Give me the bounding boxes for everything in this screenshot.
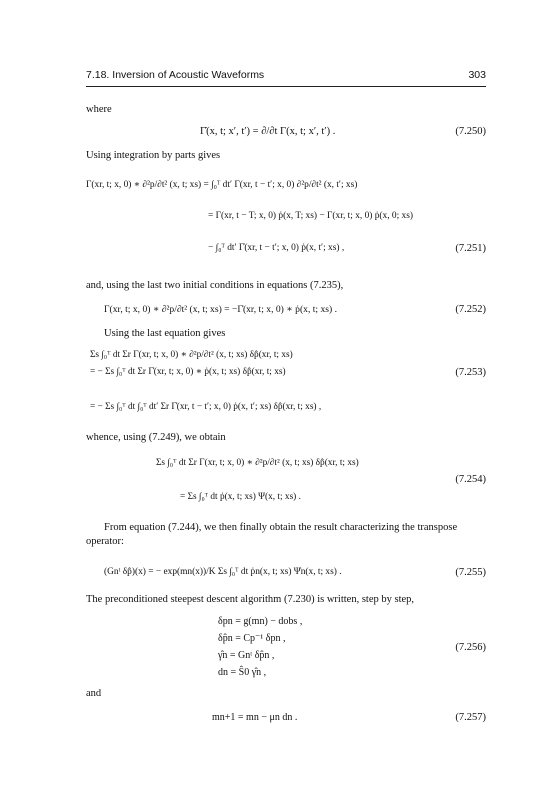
- page-number: 303: [468, 69, 486, 81]
- paragraph-steepest-descent: The preconditioned steepest descent algorithm (7.230) is written, step by step,: [86, 594, 415, 605]
- equation-7-256-line2: δp̂n = Cp⁻¹ δpn ,: [218, 633, 286, 644]
- paragraph-transpose-line2: operator:: [86, 536, 124, 547]
- equation-number-7-251: (7.251): [455, 243, 486, 254]
- equation-number-7-252: (7.252): [455, 304, 486, 315]
- equation-7-254-line1: Σs ∫₀ᵀ dt Σr Γ(xr, t; x, 0) ∗ ∂²p/∂t² (x, t; xs) δp̂(xr, t; xs): [156, 458, 359, 468]
- paragraph-and: and: [86, 688, 102, 699]
- paragraph-integration-by-parts: Using integration by parts gives: [86, 150, 221, 161]
- running-header: [86, 69, 486, 83]
- equation-7-250: Γ̇(x, t; x′, t′) = ∂/∂t Γ(x, t; x′, t′) .: [200, 126, 336, 137]
- equation-7-251-line2: = Γ(xr, t − T; x, 0) ṗ(x, T; xs) − Γ(xr, t; x, 0) ṗ(x, 0; xs): [208, 211, 414, 221]
- equation-number-7-254: (7.254): [455, 474, 486, 485]
- paragraph-where: where: [86, 104, 112, 115]
- equation-7-254-line2: = Σs ∫₀ᵀ dt ṗ(x, t; xs) Ψ(x, t; xs) .: [180, 492, 301, 502]
- equation-7-256-line4: dn = Ŝ0 γ̂n ,: [218, 667, 267, 678]
- equation-number-7-253: (7.253): [455, 367, 486, 378]
- equation-7-257: mn+1 = mn − μn dn .: [212, 712, 298, 723]
- equation-7-256-line3: γ̂n = Gnᵗ δp̂n ,: [218, 650, 275, 661]
- paragraph-whence: whence, using (7.249), we obtain: [86, 432, 226, 443]
- paragraph-initial-conditions: and, using the last two initial conditions in equations (7.235),: [86, 280, 344, 291]
- equation-7-252: Γ(xr, t; x, 0) ∗ ∂²p/∂t² (x, t; xs) = −Γ̇(xr, t; x, 0) ∗ ṗ(x, t; xs) .: [104, 304, 338, 315]
- equation-number-7-256: (7.256): [455, 642, 486, 653]
- equation-7-256-line1: δpn = g(mn) − dobs ,: [218, 616, 303, 627]
- equation-7-251-line1: Γ(xr, t; x, 0) ∗ ∂²p/∂t² (x, t; xs) = ∫₀ᵀ dt′ Γ(xr, t − t′; x, 0) ∂²p/∂t² (x, t′; xs): [86, 180, 358, 190]
- equation-number-7-255: (7.255): [455, 567, 486, 578]
- equation-7-255: (Gnᵗ δp̂)(x) = − exp(mn(x))/K Σs ∫₀ᵀ dt ṗn(x, t; xs) Ψ̇n(x, t; xs) .: [104, 567, 342, 577]
- paragraph-transpose-line1: From equation (7.244), we then finally obtain the result characterizing the transpose: [104, 522, 458, 533]
- paragraph-using-last-equation: Using the last equation gives: [104, 328, 226, 339]
- header-rule: [86, 86, 486, 87]
- section-title: 7.18. Inversion of Acoustic Waveforms: [86, 69, 265, 81]
- equation-7-253-line1: Σs ∫₀ᵀ dt Σr Γ(xr, t; x, 0) ∗ ∂²p/∂t² (x, t; xs) δp̂(xr, t; xs): [90, 350, 293, 360]
- equation-7-253-line2: = − Σs ∫₀ᵀ dt Σr Γ̇(xr, t; x, 0) ∗ ṗ(x, t; xs) δp̂(xr, t; xs): [90, 367, 286, 377]
- equation-7-251-line3: − ∫₀ᵀ dt′ Γ̇(xr, t − t′; x, 0) ṗ(x, t′; xs) ,: [208, 243, 345, 253]
- equation-7-253-line3: = − Σs ∫₀ᵀ dt ∫₀ᵀ dt′ Σr Γ̇(xr, t − t′; x, 0) ṗ(x, t′; xs) δp̂(xr, t; xs) ,: [90, 402, 322, 412]
- equation-number-7-250: (7.250): [455, 126, 486, 137]
- equation-number-7-257: (7.257): [455, 712, 486, 723]
